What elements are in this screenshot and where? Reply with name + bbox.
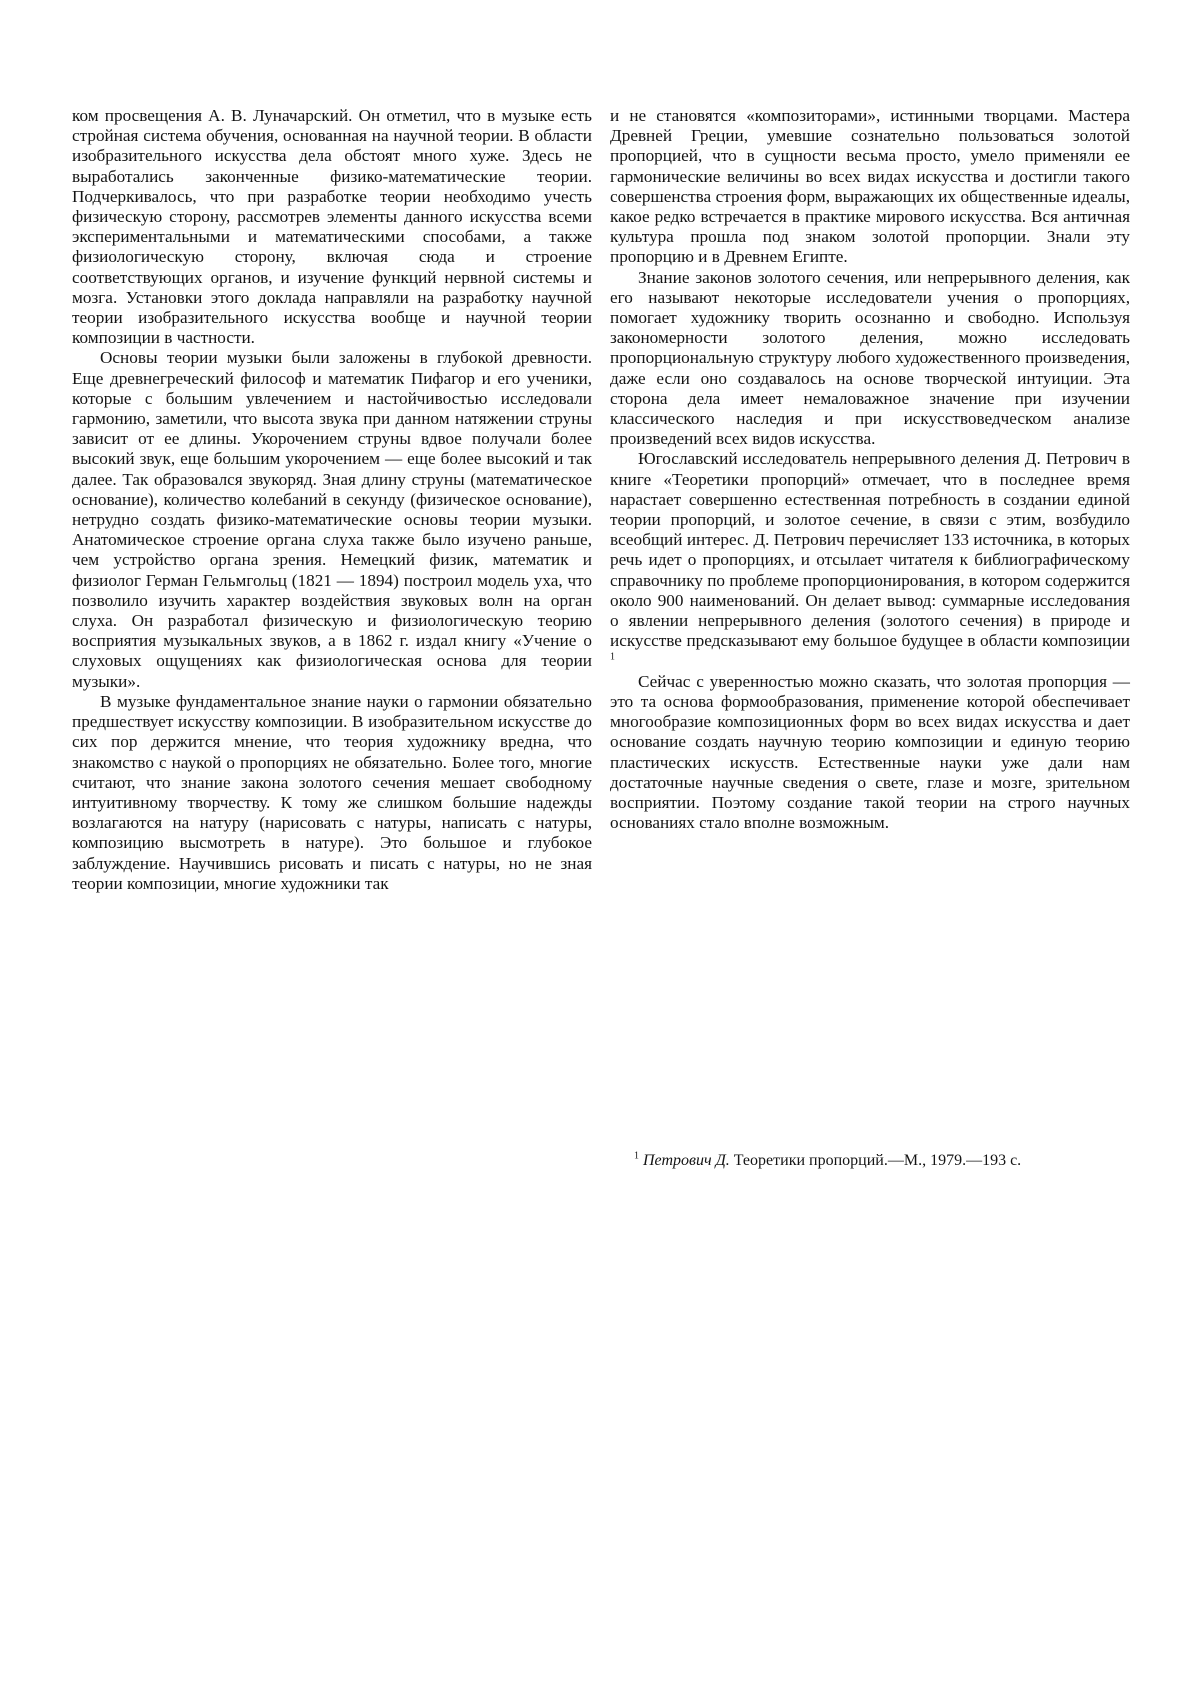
paragraph: и не становятся «композиторами», истинными творцами. Мастера Древней Греции, умевшие сознательно пользоваться золотой пропорцией, что в сущности весьма просто, умело применяли ее гармонические величины во всех видах искусства и достигли такого совершенства строения форм, выражающих их общественные идеалы, какое редко встречается в практике мирового искусства. Вся античная культура прошла под знаком золотой пропорции. Знали эту пропорцию и в Древнем Египте. — [610, 106, 1130, 267]
paragraph: В музыке фундаментальное знание науки о гармонии обязательно предшествует искусству композиции. В изобразительном искусстве до сих пор держится мнение, что теория художнику вредна, что знакомство с наукой о пропорциях не обязательно. Более того, многие считают, что знание закона золотого сечения мешает свободному интуитивному творчеству. К тому же слишком большие надежды возлагаются на натуру (нарисовать с натуры, написать с натуры, композицию высмотреть в натуре). Это большое и глубокое заблуждение. Научившись рисовать и писать с натуры, но не зная теории композиции, многие художники так — [72, 691, 592, 893]
footnote — [634, 1151, 1154, 1171]
footnote-marker: 1 — [634, 1150, 639, 1162]
paragraph: Сейчас с уверенностью можно сказать, что золотая пропорция — это та основа формообразования, применение которой обеспечивает многообразие композиционных форм во всех видах искусства и дает основание создать научную теорию композиции и единую теорию пластических искусств. Естественные науки уже дали нам достаточные научные сведения о свете, глазе и мозге, зрительном восприятии. Поэтому создание такой теории на строго научных основаниях стало вполне возможным. — [610, 671, 1130, 833]
footnote-text: Теоретики пропорций.—М., 1979.—193 с. — [733, 1152, 1022, 1169]
paragraph: Основы теории музыки были заложены в глубокой древности. Еще древнегреческий философ и математик Пифагор и его ученики, которые с большим увлечением и настойчивостью исследовали гармонию, заметили, что высота звука при данном натяжении струны зависит от ее длины. Укорочением струны вдвое получали более высокий звук, еще большим укорочением — еще более высокий и так далее. Так образовался звукоряд. Зная длину струны (математическое основание), количество колебаний в секунду (физическое основание), нетрудно создать физико-математические основы теории музыки. Анатомическое строение органа слуха также было изучено раньше, чем устройство органа зрения. Немецкий физик, математик и физиолог Герман Гельмгольц (1821 — 1894) построил модель уха, что позволило изучить характер воздействия звуковых волн на орган слуха. Он разработал физическую и физиологическую теорию восприятия музыкальных звуков, а в 1862 г. издал книгу «Учение о слуховых ощущениях как физиологическая основа для теории музыки». — [72, 348, 592, 691]
paragraph-text: Югославский исследователь непрерывного деления Д. Петрович в книге «Теоретики пропорций» отмечает, что в последнее время нарастает совершенно естественная потребность в создании единой теории пропорций, и золотое сечение, в связи с этим, возбудило всеобщий интерес. Д. Петрович перечисляет 133 источника, в которых речь идет о пропорциях, и отсылает читателя к библиографическому справочнику по проблеме пропорционирования, в котором содержится около 900 наименований. Он делает вывод: суммарные исследования о явлении непрерывного деления (золотого сечения) в природе и искусстве предсказывают ему большое будущее в области композиции — [610, 449, 1130, 651]
paragraph: Знание законов золотого сечения, или непрерывного деления, как его называют некоторые исследователи учения о пропорциях, помогает художнику творить осознанно и свободно. Используя закономерности золотого деления, можно исследовать пропорциональную структуру любого художественного произведения, даже если оно создавалось на основе творческой интуиции. Эта сторона дела имеет немаловажное значение при изучении классического наследия и при искусствоведческом анализе произведений всех видов искусства. — [610, 267, 1130, 449]
footnote-reference[interactable]: 1 — [610, 651, 615, 663]
footnote-author: Петрович Д. — [643, 1152, 730, 1169]
left-column — [72, 106, 592, 894]
paragraph-with-footnote — [610, 449, 1130, 671]
right-column — [610, 106, 1130, 833]
paragraph: ком просвещения А. В. Луначарский. Он отметил, что в музыке есть стройная система обучения, основанная на научной теории. В области изобразительного искусства дела обстоят много хуже. Здесь не выработались законченные физико-математические теории. Подчеркивалось, что при разработке теории необходимо учесть физическую сторону, рассмотрев элементы данного искусства всеми экспериментальными и математическими способами, а также физиологическую сторону, включая сюда и строение соответствующих органов, и изучение функций нервной системы и мозга. Установки этого доклада направляли на разработку научной теории изобразительного искусства вообще и научной теории композиции в частности. — [72, 106, 592, 348]
